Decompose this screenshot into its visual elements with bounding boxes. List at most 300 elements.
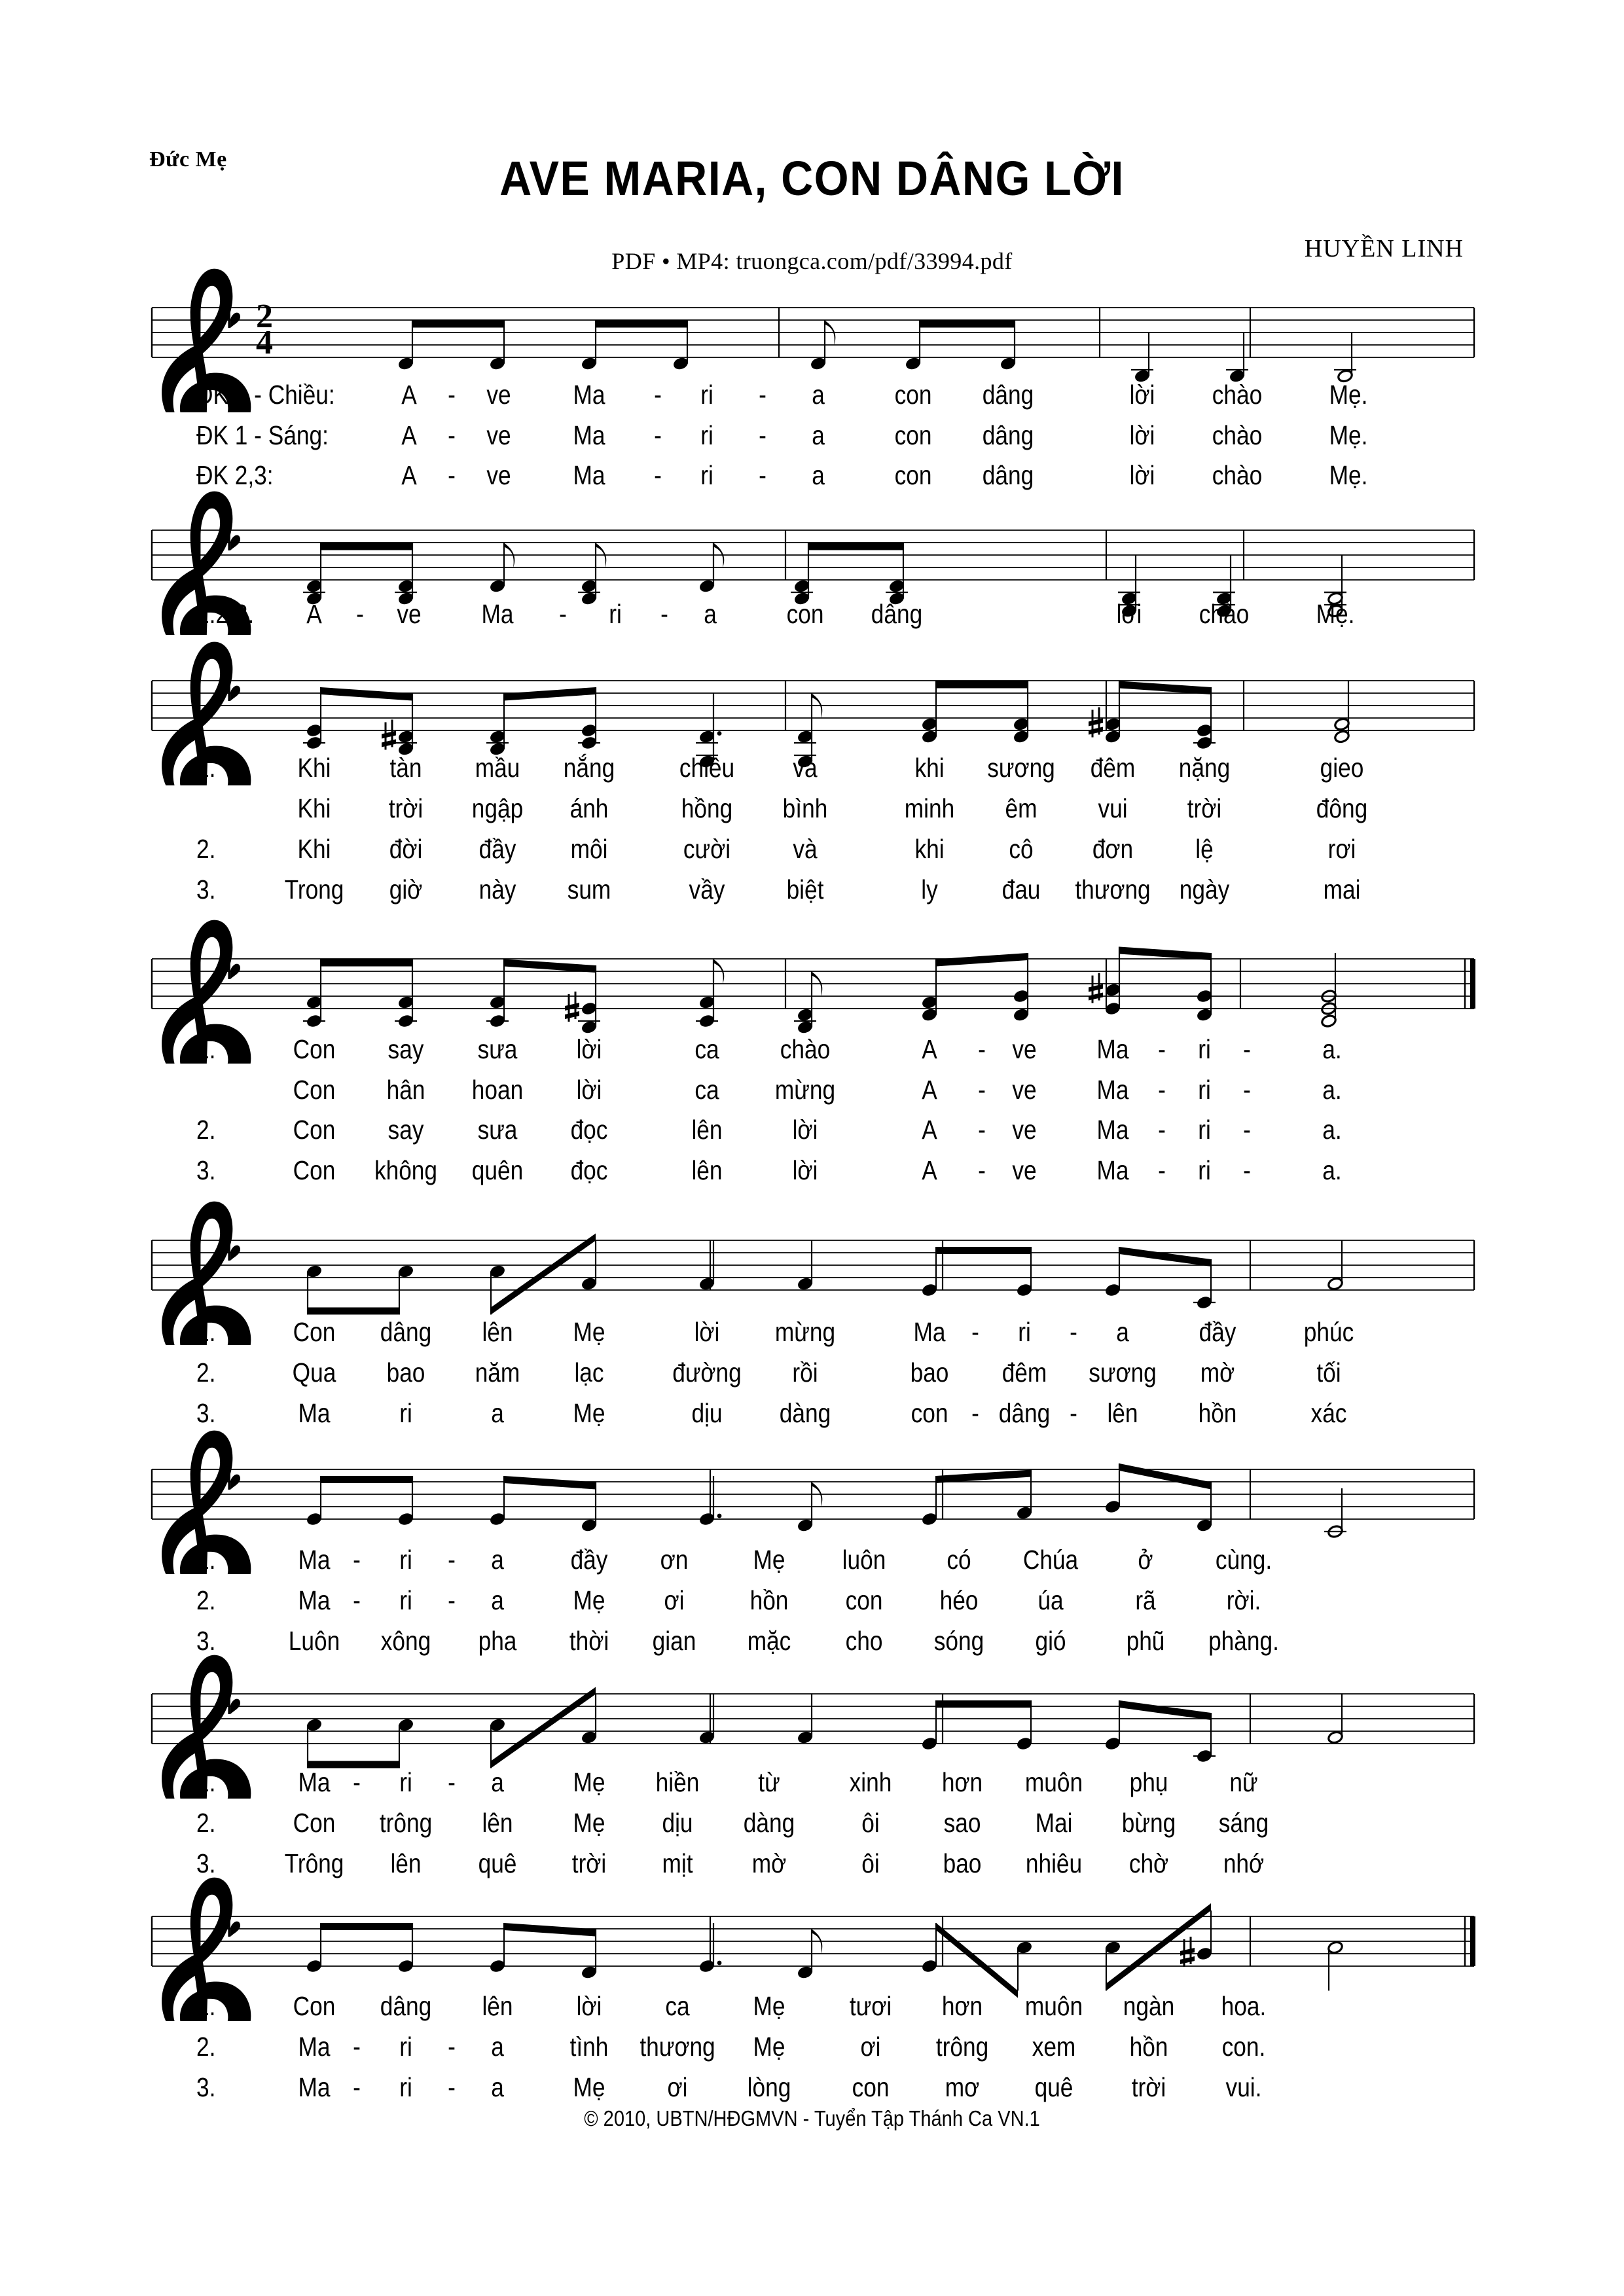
lyric-syllable: và — [793, 753, 818, 783]
lyric-hyphen: - — [654, 380, 662, 410]
lyric-syllable: Ma — [1096, 1075, 1129, 1105]
lyric-syllable: chào — [780, 1034, 831, 1064]
lyric-syllable: hoa. — [1221, 1991, 1267, 2021]
lyric-syllable: Mẹ. — [1329, 380, 1368, 410]
lyric-syllable: lên — [482, 1991, 513, 2021]
lyric-syllable: ơi — [664, 1585, 685, 1615]
lyric-hyphen: - — [759, 460, 767, 490]
lyric-syllable: môi — [570, 834, 608, 864]
lyric-syllable: trời — [571, 1848, 607, 1878]
lyric-hyphen: - — [971, 1317, 979, 1347]
lyric-syllable: dâng — [998, 1398, 1051, 1428]
lyric-hyphen: - — [1243, 1155, 1251, 1185]
lyric-line — [0, 1626, 1624, 1660]
lyric-hyphen: - — [448, 2032, 456, 2062]
lyric-syllable: ve — [397, 599, 422, 629]
lyric-syllable: hồn — [1198, 1398, 1237, 1428]
lyric-syllable: héo — [939, 1585, 979, 1615]
lyric-verse-prefix: 3. — [196, 1848, 216, 1878]
lyric-syllable: ri — [1198, 1075, 1211, 1105]
lyric-syllable: a — [812, 460, 825, 490]
lyric-syllable: a. — [1322, 1155, 1342, 1185]
lyric-syllable: lời — [792, 1155, 818, 1185]
lyric-syllable: Qua — [292, 1357, 336, 1388]
lyric-syllable: ri — [399, 2072, 412, 2102]
lyric-syllable: này — [478, 874, 516, 905]
lyric-syllable: ca — [665, 1991, 690, 2021]
lyric-syllable: mầu — [475, 753, 520, 783]
lyric-hyphen: - — [1243, 1115, 1251, 1145]
lyric-syllable: ri — [700, 380, 713, 410]
lyric-syllable: lệ — [1195, 834, 1214, 864]
lyric-syllable: phụ — [1129, 1767, 1168, 1797]
lyric-syllable: a — [812, 380, 825, 410]
lyric-syllable: hồn — [749, 1585, 789, 1615]
lyric-verse-prefix: 3. — [196, 874, 216, 905]
lyric-syllable: Con — [293, 1075, 336, 1105]
lyric-syllable: a. — [1322, 1115, 1342, 1145]
lyric-syllable: đường — [672, 1357, 742, 1388]
lyric-syllable: Mẹ — [573, 1317, 605, 1347]
lyric-syllable: ngập — [471, 793, 524, 823]
lyric-syllable: vui — [1098, 793, 1128, 823]
composer-name: HUYỀN LINH — [1304, 235, 1464, 262]
lyric-line — [0, 2072, 1624, 2106]
lyric-syllable: ri — [1198, 1115, 1211, 1145]
lyric-syllable: hoan — [471, 1075, 524, 1105]
lyric-hyphen: - — [353, 2072, 361, 2102]
lyric-syllable: cười — [683, 834, 731, 864]
lyric-hyphen: - — [353, 1585, 361, 1615]
lyric-syllable: mơ — [945, 2072, 980, 2102]
lyric-syllable: biệt — [786, 874, 824, 905]
lyric-syllable: Ma — [573, 460, 605, 490]
lyric-hyphen: - — [759, 380, 767, 410]
lyric-line — [0, 753, 1624, 787]
lyric-hyphen: - — [759, 420, 767, 450]
lyric-syllable: Mẹ — [753, 2032, 785, 2062]
pdf-mp4-link[interactable]: PDF • MP4: truongca.com/pdf/33994.pdf — [611, 248, 1013, 274]
lyric-syllable: bừng — [1121, 1808, 1176, 1838]
lyric-syllable: đọc — [570, 1115, 608, 1145]
lyric-syllable: Ma — [1096, 1155, 1129, 1185]
lyric-verse-prefix: 3. — [196, 2072, 216, 2102]
lyric-syllable: mịt — [662, 1848, 693, 1878]
lyric-hyphen: - — [448, 1767, 456, 1797]
lyric-syllable: ơi — [667, 2072, 688, 2102]
lyric-verse-prefix: 3. — [196, 1626, 216, 1656]
lyric-line — [0, 1585, 1624, 1619]
lyric-syllable: lên — [482, 1317, 513, 1347]
lyric-verse-prefix: ĐK 1 - Sáng: — [196, 420, 329, 450]
lyric-syllable: đọc — [570, 1155, 608, 1185]
lyric-syllable: hồng — [681, 793, 733, 823]
lyric-verse-prefix: 1.2.3. — [196, 599, 255, 629]
lyric-syllable: Mai — [1035, 1808, 1073, 1838]
lyric-syllable: a. — [1322, 1034, 1342, 1064]
lyric-syllable: a — [1116, 1317, 1129, 1347]
lyric-line — [0, 420, 1624, 454]
lyric-syllable: muôn — [1024, 1767, 1083, 1797]
lyric-syllable: a — [491, 1767, 504, 1797]
lyric-syllable: ri — [399, 1398, 412, 1428]
lyric-syllable: ri — [399, 1767, 412, 1797]
lyric-line — [0, 874, 1624, 908]
lyric-syllable: tình — [569, 2032, 609, 2062]
lyric-syllable: Ma — [298, 2032, 331, 2062]
lyric-verse-prefix: 1. — [196, 1545, 216, 1575]
lyric-syllable: ca — [695, 1075, 719, 1105]
lyric-syllable: Con — [293, 1317, 336, 1347]
lyric-syllable: sóng — [933, 1626, 984, 1656]
page-title: AVE MARIA, CON DÂNG LỜI — [499, 151, 1125, 206]
lyric-verse-prefix: 1. — [196, 753, 216, 783]
lyric-syllable: Khi — [297, 793, 331, 823]
lyric-syllable: không — [374, 1155, 438, 1185]
lyric-hyphen: - — [559, 599, 567, 629]
lyric-syllable: đêm — [1090, 753, 1136, 783]
lyric-hyphen: - — [660, 599, 668, 629]
lyric-syllable: đông — [1316, 793, 1368, 823]
lyric-hyphen: - — [1158, 1155, 1166, 1185]
lyric-syllable: ve — [1012, 1115, 1037, 1145]
lyric-hyphen: - — [448, 2072, 456, 2102]
lyric-syllable: Mẹ — [753, 1991, 785, 2021]
lyric-syllable: hơn — [941, 1991, 983, 2021]
lyric-hyphen: - — [978, 1155, 986, 1185]
lyric-syllable: A — [922, 1034, 937, 1064]
lyric-syllable: rã — [1135, 1585, 1156, 1615]
lyric-syllable: a — [491, 1545, 504, 1575]
lyric-syllable: sum — [567, 874, 611, 905]
lyric-syllable: dàng — [779, 1398, 831, 1428]
lyric-syllable: tối — [1316, 1357, 1341, 1388]
lyric-syllable: a — [812, 420, 825, 450]
lyric-syllable: dàng — [743, 1808, 795, 1838]
lyric-hyphen: - — [1070, 1317, 1077, 1347]
lyric-hyphen: - — [1158, 1115, 1166, 1145]
lyric-syllable: bình — [782, 793, 828, 823]
lyric-hyphen: - — [654, 420, 662, 450]
lyric-syllable: Mẹ. — [1316, 599, 1355, 629]
lyric-syllable: chào — [1212, 420, 1263, 450]
lyric-syllable: a — [491, 1585, 504, 1615]
lyric-syllable: mừng — [774, 1317, 836, 1347]
lyric-syllable: ri — [609, 599, 622, 629]
lyric-syllable: xem — [1032, 2032, 1076, 2062]
lyric-syllable: luôn — [842, 1545, 886, 1575]
lyric-syllable: Khi — [297, 834, 331, 864]
lyric-syllable: con — [845, 1585, 883, 1615]
lyric-line — [0, 1767, 1624, 1801]
lyric-verse-prefix: 2. — [196, 2032, 216, 2062]
lyric-syllable: lời — [1129, 460, 1155, 490]
lyric-syllable: nắng — [563, 753, 615, 783]
lyric-line — [0, 1357, 1624, 1391]
lyric-syllable: ở — [1138, 1545, 1153, 1575]
lyric-syllable: úa — [1038, 1585, 1064, 1615]
lyric-syllable: hồn — [1129, 2032, 1168, 2062]
lyric-syllable: mặc — [747, 1626, 791, 1656]
lyric-syllable: thương — [640, 2032, 715, 2062]
lyric-syllable: ri — [700, 460, 713, 490]
lyric-syllable: đơn — [1092, 834, 1134, 864]
lyric-syllable: lòng — [747, 2072, 791, 2102]
lyric-syllable: lời — [1129, 420, 1155, 450]
lyric-syllable: chào — [1199, 599, 1250, 629]
lyric-syllable: sương — [987, 753, 1055, 783]
lyric-syllable: bao — [386, 1357, 425, 1388]
lyric-syllable: con — [911, 1398, 948, 1428]
lyric-syllable: Ma — [1096, 1034, 1129, 1064]
lyric-verse-prefix: 2. — [196, 834, 216, 864]
lyric-syllable: A — [401, 460, 417, 490]
lyric-verse-prefix: 2. — [196, 1808, 216, 1838]
lyric-hyphen: - — [353, 1767, 361, 1797]
lyric-syllable: khi — [914, 834, 945, 864]
lyric-syllable: phúc — [1303, 1317, 1354, 1347]
lyric-syllable: dâng — [871, 599, 923, 629]
lyric-syllable: nặng — [1178, 753, 1231, 783]
lyric-syllable: Mẹ — [573, 2072, 605, 2102]
lyric-syllable: ve — [486, 380, 511, 410]
lyric-syllable: hân — [386, 1075, 425, 1105]
lyric-syllable: dâng — [380, 1991, 432, 2021]
lyric-line — [0, 1545, 1624, 1579]
lyric-syllable: bao — [910, 1357, 949, 1388]
lyric-syllable: đầy — [570, 1545, 608, 1575]
lyric-syllable: khi — [914, 753, 945, 783]
lyric-syllable: hiền — [655, 1767, 700, 1797]
lyric-syllable: rồi — [792, 1357, 818, 1388]
lyric-syllable: rơi — [1327, 834, 1356, 864]
lyric-verse-prefix: ĐK 2,3: — [196, 460, 274, 490]
lyric-syllable: hơn — [941, 1767, 983, 1797]
lyric-syllable: muôn — [1024, 1991, 1083, 2021]
lyric-hyphen: - — [1243, 1075, 1251, 1105]
lyric-syllable: trông — [379, 1808, 433, 1838]
lyric-syllable: chào — [1212, 380, 1263, 410]
lyric-syllable: đầy — [478, 834, 516, 864]
lyric-syllable: lời — [576, 1075, 602, 1105]
lyric-syllable: ve — [1012, 1155, 1037, 1185]
lyric-syllable: ri — [1018, 1317, 1031, 1347]
lyric-verse-prefix: 1. — [196, 1317, 216, 1347]
lyric-syllable: xinh — [849, 1767, 892, 1797]
lyric-syllable: Ma — [298, 2072, 331, 2102]
lyric-syllable: vầy — [689, 874, 725, 905]
lyric-syllable: A — [922, 1075, 937, 1105]
lyric-syllable: vui. — [1225, 2072, 1262, 2102]
lyric-syllable: mai — [1323, 874, 1361, 905]
lyric-syllable: đời — [389, 834, 423, 864]
lyric-syllable: sao — [943, 1808, 981, 1838]
lyric-verse-prefix: 2. — [196, 1115, 216, 1145]
lyric-verse-prefix: 1. — [196, 1767, 216, 1797]
lyric-syllable: lời — [792, 1115, 818, 1145]
lyric-syllable: giờ — [389, 874, 423, 905]
lyric-syllable: Khi — [297, 753, 331, 783]
lyric-syllable: ơn — [660, 1545, 689, 1575]
lyric-syllable: cô — [1009, 834, 1034, 864]
lyric-syllable: lên — [1107, 1398, 1138, 1428]
lyric-syllable: ri — [399, 2032, 412, 2062]
lyric-syllable: Ma — [913, 1317, 946, 1347]
lyric-syllable: sưa — [477, 1034, 518, 1064]
lyric-syllable: xông — [380, 1626, 431, 1656]
lyric-syllable: từ — [758, 1767, 780, 1797]
lyric-syllable: ve — [1012, 1034, 1037, 1064]
lyric-syllable: dâng — [380, 1317, 432, 1347]
lyric-syllable: quê — [478, 1848, 517, 1878]
lyric-line — [0, 1848, 1624, 1882]
lyric-syllable: Mẹ — [573, 1585, 605, 1615]
lyric-hyphen: - — [448, 1545, 456, 1575]
lyric-line — [0, 1155, 1624, 1189]
lyric-syllable: ly — [921, 874, 938, 905]
lyric-syllable: lời — [576, 1034, 602, 1064]
lyric-syllable: mờ — [1200, 1357, 1235, 1388]
lyric-syllable: mừng — [774, 1075, 836, 1105]
lyric-syllable: a — [491, 1398, 504, 1428]
lyric-line — [0, 2032, 1624, 2066]
lyric-verse-prefix: 2. — [196, 1357, 216, 1388]
lyric-syllable: phũ — [1126, 1626, 1165, 1656]
lyric-syllable: tươi — [849, 1991, 892, 2021]
genre-label: Đức Mẹ — [149, 147, 227, 171]
lyric-syllable: Ma — [1096, 1115, 1129, 1145]
lyric-syllable: ri — [1198, 1034, 1211, 1064]
lyric-syllable: lên — [691, 1155, 723, 1185]
lyric-syllable: trời — [1187, 793, 1222, 823]
lyric-syllable: A — [922, 1115, 937, 1145]
lyric-syllable: tàn — [389, 753, 422, 783]
lyric-syllable: Ma — [481, 599, 514, 629]
lyric-syllable: ve — [486, 460, 511, 490]
lyric-syllable: con — [786, 599, 824, 629]
lyric-syllable: dịu — [691, 1398, 723, 1428]
lyric-syllable: Mẹ — [573, 1808, 605, 1838]
lyric-syllable: bao — [943, 1848, 982, 1878]
lyric-syllable: mờ — [751, 1848, 787, 1878]
lyric-syllable: cho — [845, 1626, 883, 1656]
lyric-syllable: phàng. — [1208, 1626, 1279, 1656]
lyric-syllable: Luôn — [288, 1626, 340, 1656]
lyric-syllable: và — [793, 834, 818, 864]
lyric-line — [0, 1991, 1624, 2025]
lyric-syllable: ri — [399, 1545, 412, 1575]
lyric-syllable: ngàn — [1123, 1991, 1175, 2021]
lyric-verse-prefix: ĐK 1 - Chiều: — [196, 380, 335, 410]
lyric-syllable: gió — [1035, 1626, 1066, 1656]
lyric-hyphen: - — [1243, 1034, 1251, 1064]
lyric-hyphen: - — [654, 460, 662, 490]
lyric-hyphen: - — [978, 1075, 986, 1105]
lyric-syllable: a — [491, 2072, 504, 2102]
lyric-syllable: xác — [1310, 1398, 1347, 1428]
lyric-syllable: chiều — [679, 753, 735, 783]
lyric-syllable: ri — [399, 1585, 412, 1615]
lyric-hyphen: - — [448, 420, 456, 450]
lyric-syllable: rời. — [1226, 1585, 1261, 1615]
lyric-syllable: đêm — [1001, 1357, 1047, 1388]
lyric-line — [0, 1075, 1624, 1109]
lyric-syllable: ri — [1198, 1155, 1211, 1185]
lyric-syllable: Trong — [284, 874, 344, 905]
lyric-syllable: dâng — [982, 420, 1034, 450]
lyric-syllable: Con — [293, 1991, 336, 2021]
lyric-syllable: sưa — [477, 1115, 518, 1145]
lyric-syllable: trời — [1131, 2072, 1166, 2102]
lyric-syllable: êm — [1005, 793, 1038, 823]
lyric-syllable: Mẹ — [573, 1767, 605, 1797]
lyric-syllable: chào — [1212, 460, 1263, 490]
lyric-verse-prefix: 1. — [196, 1991, 216, 2021]
lyric-syllable: a — [491, 2032, 504, 2062]
lyric-syllable: dâng — [982, 460, 1034, 490]
lyric-hyphen: - — [1158, 1034, 1166, 1064]
lyric-syllable: minh — [904, 793, 955, 823]
lyric-syllable: Mẹ. — [1329, 460, 1368, 490]
lyric-syllable: ri — [700, 420, 713, 450]
lyric-line — [0, 380, 1624, 414]
lyric-syllable: a — [704, 599, 717, 629]
lyric-syllable: lên — [482, 1808, 513, 1838]
lyric-syllable: dịu — [662, 1808, 693, 1838]
lyric-syllable: lời — [1116, 599, 1142, 629]
lyric-syllable: Ma — [573, 420, 605, 450]
lyric-syllable: lạc — [574, 1357, 604, 1388]
lyric-hyphen: - — [356, 599, 364, 629]
lyric-syllable: có — [947, 1545, 971, 1575]
lyric-hyphen: - — [1070, 1398, 1077, 1428]
lyric-syllable: con — [852, 2072, 890, 2102]
lyric-line — [0, 834, 1624, 868]
lyric-syllable: trời — [388, 793, 424, 823]
lyric-hyphen: - — [448, 1585, 456, 1615]
lyric-verse-prefix: 2. — [196, 1585, 216, 1615]
lyric-syllable: lời — [694, 1317, 720, 1347]
lyric-syllable: Con — [293, 1115, 336, 1145]
lyric-syllable: gian — [652, 1626, 696, 1656]
lyric-hyphen: - — [448, 460, 456, 490]
lyric-syllable: nữ — [1229, 1767, 1258, 1797]
lyric-line — [0, 1317, 1624, 1351]
lyric-line — [0, 460, 1624, 494]
lyric-syllable: ve — [486, 420, 511, 450]
lyric-syllable: quê — [1034, 2072, 1074, 2102]
lyric-syllable: ôi — [861, 1808, 880, 1838]
lyric-syllable: Ma — [298, 1398, 331, 1428]
lyric-syllable: A — [401, 380, 417, 410]
lyric-hyphen: - — [1158, 1075, 1166, 1105]
lyric-syllable: ơi — [860, 2032, 881, 2062]
lyric-syllable: con — [894, 420, 932, 450]
lyric-syllable: gieo — [1320, 753, 1364, 783]
lyric-syllable: Ma — [573, 380, 605, 410]
lyric-syllable: pha — [478, 1626, 517, 1656]
lyric-syllable: dâng — [982, 380, 1034, 410]
lyric-syllable: Mẹ. — [1329, 420, 1368, 450]
lyric-syllable: trông — [935, 2032, 989, 2062]
lyric-hyphen: - — [353, 1545, 361, 1575]
lyric-syllable: chờ — [1128, 1848, 1169, 1878]
lyric-syllable: con. — [1221, 2032, 1266, 2062]
lyric-syllable: ôi — [861, 1848, 880, 1878]
lyric-line — [0, 793, 1624, 827]
lyric-syllable: thương — [1075, 874, 1151, 905]
svg-text:4: 4 — [256, 324, 273, 361]
